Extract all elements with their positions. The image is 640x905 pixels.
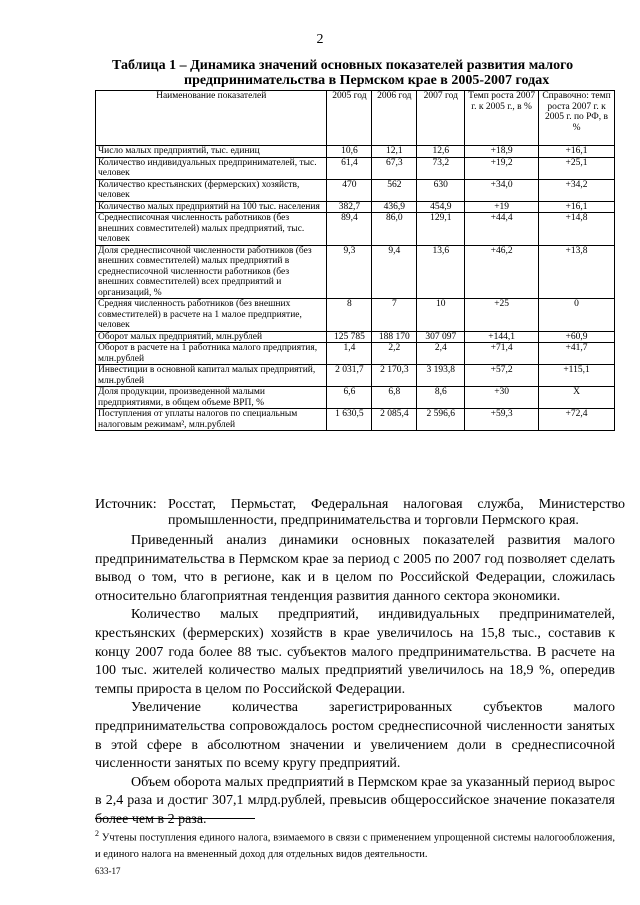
- paragraph-2: Количество малых предприятий, индивидуальных предпринимателей, крестьянских (фермерских) хозяйств в крае увеличилось на 15,8 тыс., составив к концу 2007 года более 88 тыс. субъектов малого предпринимательства. В расчете на 100 тыс. жителей количество малых предприятий увеличилось на 18,9 %, опередив темпы прироста в целом по Российской Федерации.: [95, 607, 615, 697]
- cell-growth-rf: +13,8: [539, 245, 615, 299]
- cell-growth: +46,2: [465, 245, 539, 299]
- table-row: [96, 245, 615, 299]
- cell-growth-rf: +16,1: [539, 146, 615, 158]
- indicators-table: [95, 90, 615, 431]
- header-indicator-name: Наименование показателей: [96, 91, 327, 146]
- cell-growth-rf: +34,2: [539, 179, 615, 201]
- cell-growth: +19,2: [465, 157, 539, 179]
- cell-2006: 86,0: [372, 213, 417, 246]
- footnote: [95, 826, 615, 863]
- row-label: Доля продукции, произведенной малыми предприятиями, в общем объеме ВРП, %: [96, 387, 327, 409]
- cell-2006: 12,1: [372, 146, 417, 158]
- table-row: [96, 331, 615, 343]
- cell-2006: 2 085,4: [372, 409, 417, 431]
- cell-2006: 436,9: [372, 201, 417, 213]
- cell-2007: 2,4: [417, 343, 465, 365]
- cell-2005: 2 031,7: [327, 365, 372, 387]
- cell-2005: 61,4: [327, 157, 372, 179]
- header-2006: 2006 год: [372, 91, 417, 146]
- cell-2007: 307 097: [417, 331, 465, 343]
- cell-growth-rf: 0: [539, 299, 615, 332]
- cell-2006: 7: [372, 299, 417, 332]
- cell-2007: 3 193,8: [417, 365, 465, 387]
- source-note: [95, 497, 625, 529]
- cell-growth: +57,2: [465, 365, 539, 387]
- row-label: Средняя численность работников (без внешних совместителей) в расчете на 1 малое предприятие, человек: [96, 299, 327, 332]
- table-row: [96, 409, 615, 431]
- header-growth-rate-rf: Справочно: темп роста 2007 г. к 2005 г. по РФ, в %: [539, 91, 615, 146]
- paragraph-1: Приведенный анализ динамики основных показателей развития малого предпринимательства в Пермском крае за период с 2005 по 2007 год позволяет сделать вывод о том, что в регионе, как и в целом по Российской Федерации, сложилась относительно благоприятная тенденция развития данного сектора экономики.: [95, 533, 615, 604]
- cell-growth: +30: [465, 387, 539, 409]
- cell-2006: 6,8: [372, 387, 417, 409]
- cell-2006: 2 170,3: [372, 365, 417, 387]
- header-2005: 2005 год: [327, 91, 372, 146]
- cell-growth: +25: [465, 299, 539, 332]
- cell-2006: 188 170: [372, 331, 417, 343]
- row-label: Оборот в расчете на 1 работника малого предприятия, млн.рублей: [96, 343, 327, 365]
- cell-2007: 129,1: [417, 213, 465, 246]
- table-row: [96, 213, 615, 246]
- cell-growth-rf: Х: [539, 387, 615, 409]
- cell-2005: 1,4: [327, 343, 372, 365]
- table-row: [96, 179, 615, 201]
- cell-2005: 382,7: [327, 201, 372, 213]
- table-row: [96, 146, 615, 158]
- header-growth-rate: Темп роста 2007 г. к 2005 г., в %: [465, 91, 539, 146]
- cell-2005: 8: [327, 299, 372, 332]
- cell-growth: +59,3: [465, 409, 539, 431]
- table-title: [112, 58, 612, 88]
- cell-2005: 125 785: [327, 331, 372, 343]
- cell-2006: 562: [372, 179, 417, 201]
- cell-growth-rf: +25,1: [539, 157, 615, 179]
- cell-2005: 9,3: [327, 245, 372, 299]
- table-row: [96, 365, 615, 387]
- row-label: Поступления от уплаты налогов по специальным налоговым режимам², млн.рублей: [96, 409, 327, 431]
- cell-growth: +44,4: [465, 213, 539, 246]
- cell-2007: 12,6: [417, 146, 465, 158]
- cell-2005: 6,6: [327, 387, 372, 409]
- row-label: Оборот малых предприятий, млн.рублей: [96, 331, 327, 343]
- row-label: Количество крестьянских (фермерских) хозяйств, человек: [96, 179, 327, 201]
- body-text: [95, 532, 615, 830]
- row-label: Количество индивидуальных предпринимателей, тыс. человек: [96, 157, 327, 179]
- source-text: Росстат, Пермьстат, Федеральная налоговая служба, Министерство промышленности, предпринимательства и торговли Пермского края.: [168, 497, 625, 528]
- cell-2007: 13,6: [417, 245, 465, 299]
- paragraph-3: Увеличение количества зарегистрированных субъектов малого предпринимательства сопровождалось ростом среднесписочной численности занятых в этой сфере в абсолютном значении и увеличением доли в среднесписочной численности занятых по всему кругу предприятий.: [95, 700, 615, 772]
- cell-growth-rf: +14,8: [539, 213, 615, 246]
- cell-2007: 73,2: [417, 157, 465, 179]
- cell-2007: 454,9: [417, 201, 465, 213]
- document-code: 633-17: [95, 866, 121, 876]
- row-label: Среднесписочная численность работников (без внешних совместителей) малых предприятий, тыс. человек: [96, 213, 327, 246]
- source-label: Источник:: [95, 497, 157, 512]
- row-label: Доля среднесписочной численности работников (без внешних совместителей) малых предприятий в среднесписочной численности работников (без внешних совместителей) всех предприятий и организаций, %: [96, 245, 327, 299]
- cell-2006: 9,4: [372, 245, 417, 299]
- table-row: [96, 343, 615, 365]
- table-row: [96, 299, 615, 332]
- cell-2005: 1 630,5: [327, 409, 372, 431]
- cell-growth-rf: +60,9: [539, 331, 615, 343]
- cell-growth-rf: +41,7: [539, 343, 615, 365]
- cell-2006: 67,3: [372, 157, 417, 179]
- cell-growth: +144,1: [465, 331, 539, 343]
- row-label: Число малых предприятий, тыс. единиц: [96, 146, 327, 158]
- cell-growth: +71,4: [465, 343, 539, 365]
- header-2007: 2007 год: [417, 91, 465, 146]
- paragraph-4: Объем оборота малых предприятий в Пермском крае за указанный период вырос в 2,4 раза и достиг 307,1 млрд.рублей, превысив общероссийское значение показателя более чем в 2 раза.: [95, 774, 615, 827]
- cell-2007: 2 596,6: [417, 409, 465, 431]
- cell-2005: 470: [327, 179, 372, 201]
- table-title-line-1: Таблица 1 – Динамика значений основных показателей развития малого: [112, 58, 574, 73]
- row-label: Количество малых предприятий на 100 тыс. населения: [96, 201, 327, 213]
- footnote-mark: 2: [95, 829, 99, 838]
- table-row: [96, 157, 615, 179]
- table-row: [96, 201, 615, 213]
- cell-2007: 8,6: [417, 387, 465, 409]
- table-title-line-2: предпринимательства в Пермском крае в 2005-2007 годах: [184, 73, 550, 88]
- row-label: Инвестиции в основной капитал малых предприятий, млн.рублей: [96, 365, 327, 387]
- cell-2005: 10,6: [327, 146, 372, 158]
- cell-growth: +18,9: [465, 146, 539, 158]
- cell-2007: 630: [417, 179, 465, 201]
- cell-growth-rf: +16,1: [539, 201, 615, 213]
- cell-growth-rf: +72,4: [539, 409, 615, 431]
- cell-growth-rf: +115,1: [539, 365, 615, 387]
- cell-2005: 89,4: [327, 213, 372, 246]
- footnote-text: Учтены поступления единого налога, взимаемого в связи с применением упрощенной системы налогообложения, и единого налога на вмененный доход для отдельных видов деятельности.: [95, 832, 616, 860]
- footnote-divider: [95, 818, 255, 819]
- table-row: [96, 387, 615, 409]
- cell-2006: 2,2: [372, 343, 417, 365]
- page-number: 2: [316, 32, 324, 47]
- cell-growth: +34,0: [465, 179, 539, 201]
- cell-growth: +19: [465, 201, 539, 213]
- cell-2007: 10: [417, 299, 465, 332]
